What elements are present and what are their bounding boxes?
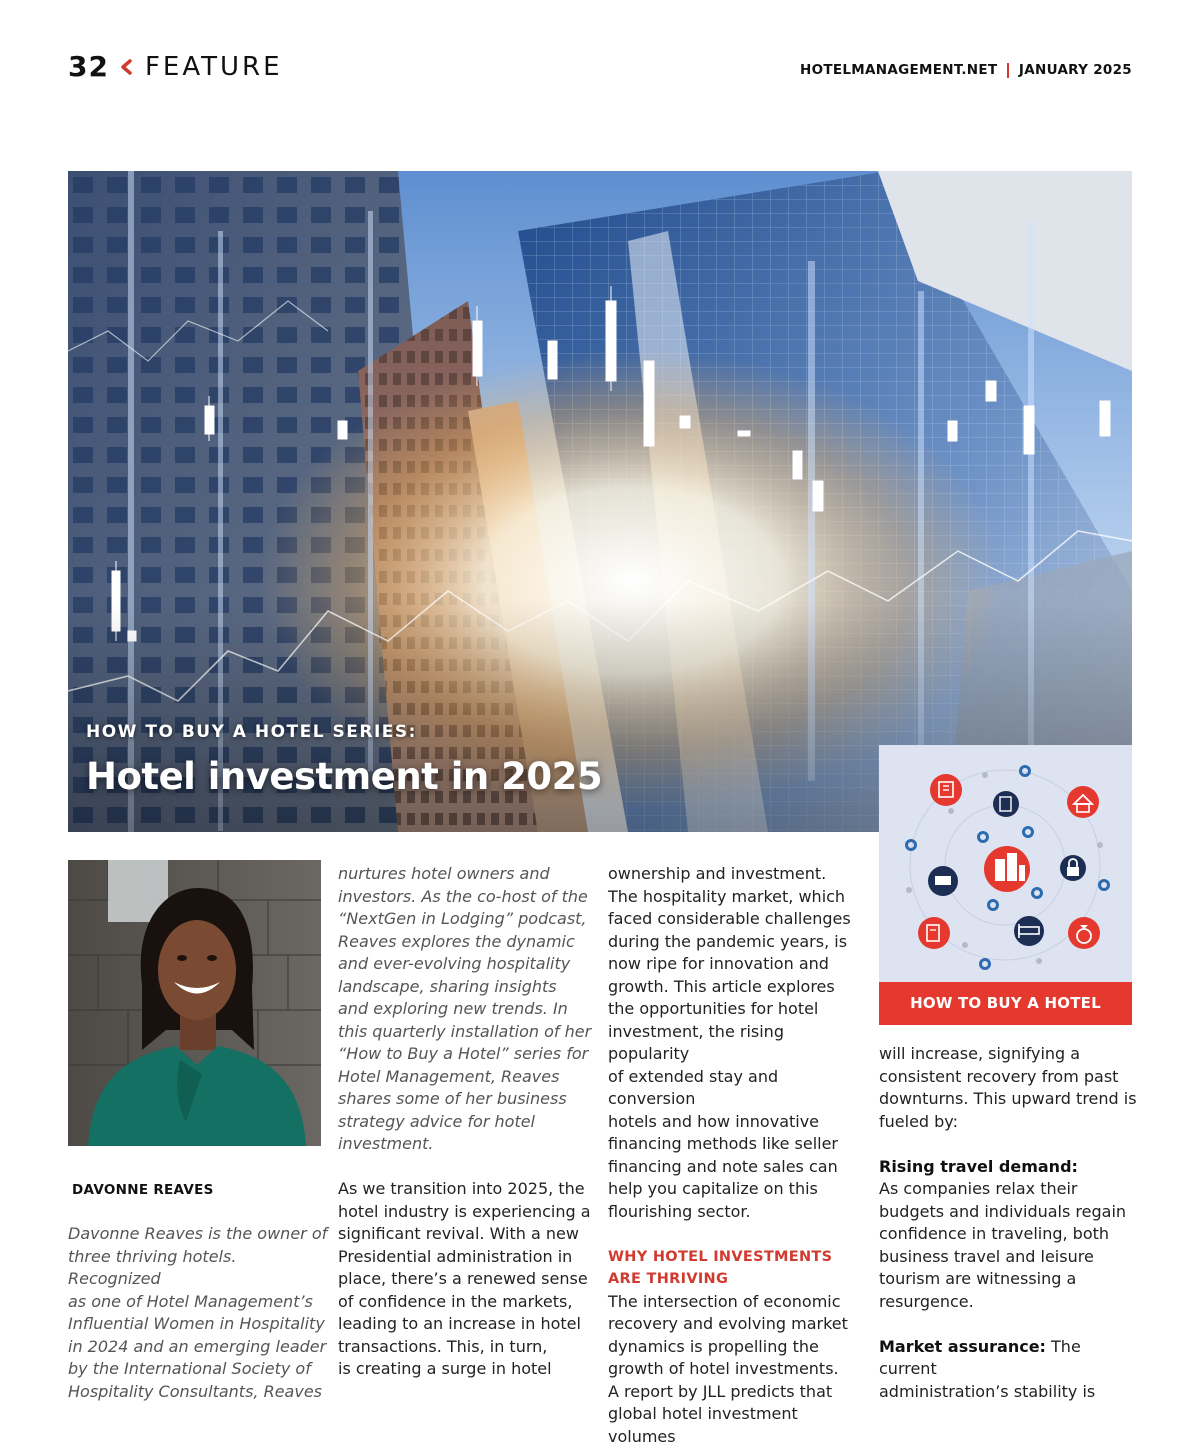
- subheading-line: ARE THRIVING: [608, 1271, 729, 1287]
- issue-date: JANUARY 2025: [1018, 62, 1132, 78]
- text-line: the opportunities for hotel: [608, 999, 819, 1018]
- text-line: shares some of her business: [338, 1089, 567, 1108]
- divider: [1007, 63, 1009, 78]
- text-line: The hospitality market, which: [608, 886, 846, 906]
- text-line: Hotel Management, Reaves: [338, 1066, 560, 1086]
- text-line: investors. As the co-host of the: [338, 886, 588, 906]
- chevron-left-icon: [119, 57, 133, 77]
- article-title: Hotel investment in 2025: [86, 755, 603, 798]
- text-line: and exploring new trends. In: [338, 999, 568, 1018]
- text-line: business travel and leisure: [879, 1246, 1094, 1266]
- text-line: budgets and individuals regain: [879, 1201, 1127, 1221]
- text-line: and ever-evolving hospitality: [338, 954, 571, 973]
- text-line: will increase, signifying a: [879, 1044, 1081, 1063]
- text-line: transactions. This, in turn,: [338, 1336, 548, 1356]
- document-icon: [993, 791, 1019, 817]
- text-line: confidence in traveling, both: [879, 1224, 1110, 1243]
- for-sale-icon: [928, 866, 958, 896]
- text-line: leading to an increase in hotel: [338, 1314, 581, 1333]
- text-line: investment, the rising popularity: [608, 1021, 784, 1063]
- text-line: A report by JLL predicts that: [608, 1381, 833, 1401]
- contract-icon: [918, 917, 950, 949]
- list-item-title: Market assurance:: [879, 1336, 1046, 1356]
- list-item-title: Rising travel demand:: [879, 1156, 1078, 1176]
- text-line: faced considerable challenges: [608, 909, 851, 928]
- site-name[interactable]: HOTELMANAGEMENT.NET: [800, 62, 998, 78]
- house-icon: [1067, 786, 1099, 818]
- article-column-2: [338, 863, 594, 1381]
- series-banner[interactable]: HOW TO BUY A HOTEL: [879, 982, 1132, 1025]
- subheading-line: WHY HOTEL INVESTMENTS: [608, 1248, 833, 1265]
- running-head: [800, 62, 1132, 78]
- text-line: Presidential administration in: [338, 1246, 573, 1266]
- text-line: hotel industry is experiencing a: [338, 1201, 591, 1221]
- investment-icons-graphic: [879, 745, 1132, 982]
- text-line: global hotel investment volumes: [608, 1404, 798, 1446]
- author-bio: [68, 1223, 328, 1403]
- money-bag-icon: [1068, 917, 1100, 949]
- text-line: during the pandemic years, is: [608, 931, 848, 951]
- text-line: financing and note sales can: [608, 1156, 838, 1176]
- series-promo[interactable]: [879, 745, 1132, 1025]
- series-kicker: HOW TO BUY A HOTEL SERIES:: [86, 722, 417, 742]
- text-line: this quarterly installation of her: [338, 1021, 592, 1041]
- hero-image: [68, 171, 1132, 832]
- text-line: tourism are witnessing a: [879, 1269, 1077, 1288]
- list-item: [879, 1336, 1141, 1404]
- body-paragraph: [879, 1043, 1141, 1133]
- text-line: ownership and investment.: [608, 864, 827, 883]
- text-line: flourishing sector.: [608, 1201, 751, 1221]
- text-line: dynamics is propelling the: [608, 1336, 819, 1356]
- text-line: three thriving hotels. Recognized: [68, 1246, 237, 1288]
- author-name: DAVONNE REAVES: [72, 1182, 214, 1198]
- text-line: consistent recovery from past: [879, 1066, 1119, 1086]
- text-line: strategy advice for hotel: [338, 1111, 535, 1131]
- text-line: recovery and evolving market: [608, 1314, 848, 1333]
- text-line: investment.: [338, 1134, 434, 1153]
- text-line: downturns. This upward trend is: [879, 1089, 1137, 1108]
- folio: [68, 50, 283, 83]
- text-line: help you capitalize on this: [608, 1179, 818, 1198]
- text-line: of confidence in the markets,: [338, 1291, 573, 1311]
- text-line: landscape, sharing insights: [338, 976, 557, 996]
- text-line: growth of hotel investments.: [608, 1359, 839, 1378]
- text-line: “NextGen in Lodging” podcast,: [338, 909, 587, 928]
- page-number: 32: [68, 50, 109, 83]
- hotel-icon: [984, 846, 1030, 892]
- text-line: As we transition into 2025, the: [338, 1179, 585, 1198]
- list-item: [879, 1156, 1141, 1314]
- text-line: of extended stay and conversion: [608, 1066, 779, 1108]
- article-column-4: [879, 1043, 1141, 1403]
- text-line: place, there’s a renewed sense: [338, 1269, 588, 1288]
- portrait-illustration: [68, 860, 321, 1146]
- text-line: The intersection of economic: [608, 1291, 841, 1311]
- text-line: in 2024 and an emerging leader: [68, 1336, 327, 1356]
- bed-icon: [1014, 916, 1044, 946]
- text-line: hotels and how innovative: [608, 1111, 820, 1131]
- text-line: resurgence.: [879, 1291, 974, 1311]
- article-column-3: [608, 863, 870, 1448]
- text-run: The current: [879, 1336, 1081, 1378]
- text-line: is creating a surge in hotel: [338, 1359, 552, 1378]
- intro-paragraph: [338, 863, 594, 1156]
- body-paragraph: [608, 1291, 870, 1449]
- lock-icon: [1060, 855, 1086, 881]
- text-line: As companies relax their: [879, 1179, 1078, 1198]
- section-subheading: [608, 1246, 870, 1291]
- building-icon: [930, 774, 962, 806]
- text-line: Davonne Reaves is the owner of: [68, 1224, 328, 1243]
- text-line: by the International Society of: [68, 1359, 311, 1378]
- text-line: significant revival. With a new: [338, 1224, 579, 1243]
- text-line: Influential Women in Hospitality: [68, 1314, 325, 1333]
- text-line: Reaves explores the dynamic: [338, 931, 575, 951]
- section-label: FEATURE: [144, 51, 283, 82]
- text-line: as one of Hotel Management’s: [68, 1291, 313, 1311]
- text-line: nurtures hotel owners and: [338, 864, 550, 883]
- text-line: Hospitality Consultants, Reaves: [68, 1381, 322, 1401]
- text-line: financing methods like seller: [608, 1134, 839, 1153]
- author-photo: [68, 860, 321, 1146]
- text-line: growth. This article explores: [608, 976, 835, 996]
- text-line: now ripe for innovation and: [608, 954, 829, 973]
- body-paragraph: [338, 1178, 594, 1381]
- text-line: “How to Buy a Hotel” series for: [338, 1044, 589, 1063]
- body-paragraph: [608, 863, 870, 1223]
- text-line: fueled by:: [879, 1111, 958, 1131]
- text-line: administration’s stability is: [879, 1381, 1096, 1401]
